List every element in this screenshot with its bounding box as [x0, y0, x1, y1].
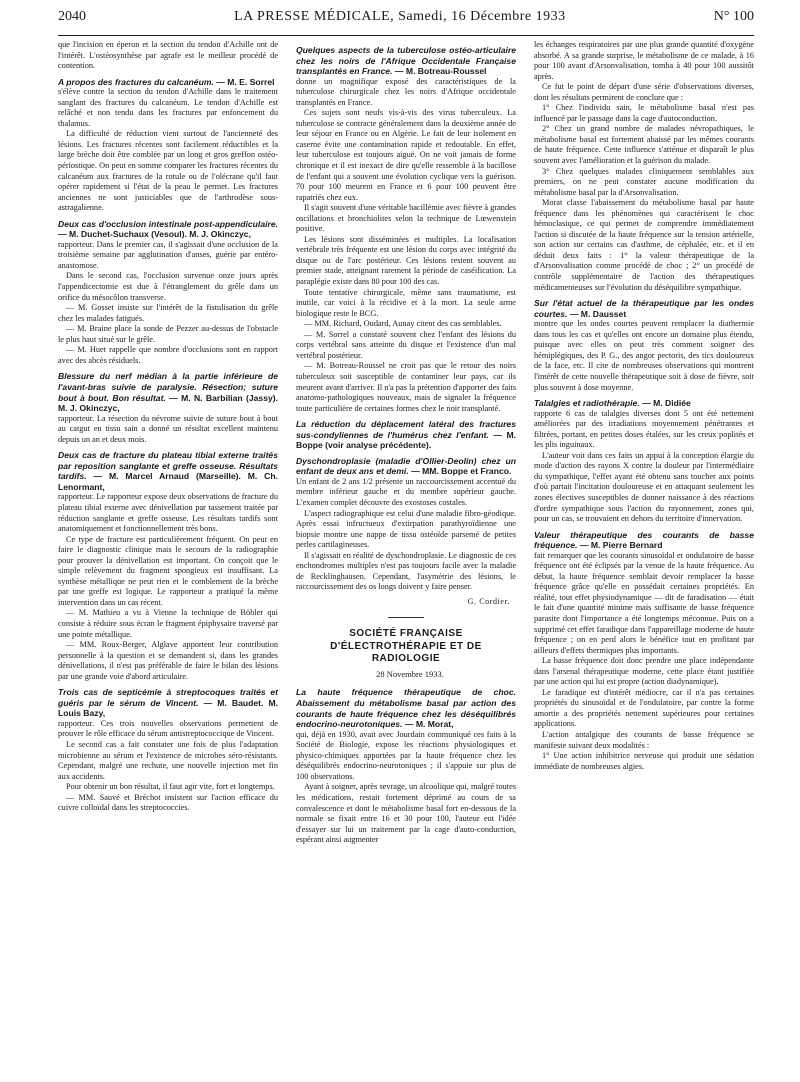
paragraph: 3° Chez quelques malades cliniquement semblables aux premiers, on ne peut constater aucune modification du métabolisme basal par la d'Arsonvalisation. [534, 166, 754, 197]
paragraph: Morat classe l'abaissement du métabolisme basal par haute fréquence dans les phénomènes qui caractérisent le choc hémoclasique, ce qui permet de comprendre immédiatement l'action si discutée de la haute fréquence sur la tension artérielle, son action sur certains cas d'asthme, de céphalée, etc. et il en déduit deux faits : 1° la valeur thérapeutique de la d'Arsonvalisation comme procédé de choc ; 2° un procédé de contrôle supplémentaire de l'action des thérapeutiques médicamenteuses sur l'évolution du déséquilibre sympathique. [534, 198, 754, 292]
heading-authors: — M. Botreau-Roussel [392, 66, 487, 77]
paragraph: qui, déjà en 1930, avait avec Jourdain communiqué ces faits à la Société de Biologie, expose les réactions physiologiques et physico-chimiques apportées par la haute fréquence chez les déséquilibrés endocrino-neurotoniques ; il s'appuie sur plus de 100 observations. [296, 729, 516, 781]
paragraph: les échanges respiratoires par une plus grande quantité d'oxygène absorbé. A sa grande surprise, le métabolisme de ce malade, à 16 pour 100 avant d'Arsonvalisation, tomba à 40 pour 100 aussitôt après. [534, 40, 754, 81]
heading-authors: — MM. Boppe et Franco. [408, 466, 512, 477]
paragraph: La basse fréquence doit donc prendre une place indépendante dans l'arsenal thérapeutique moderne, cette place étant justifiée par une action qui lui est propre (action diadynamique). [534, 656, 754, 687]
section-heading [534, 298, 754, 319]
heading-title: Deux cas de fracture du plateau tibial externe traités par reposition sanglante et greffe osseuse. Résultats tardifs. [58, 450, 278, 482]
heading-title: Trois cas de septicémie à streptocoques traités et guéris par le sérum de Vincent. [58, 687, 278, 708]
paragraph: rapporteur. Le rapporteur expose deux observations de fracture du plateau tibial externe avec dénivellation par tassement traitée par réduction sanglante et greffe osseuse. Les résultats tardifs sont anatomiquement et fonctionnellement très bons. [58, 492, 278, 534]
heading-authors: — M. Didiée [639, 398, 691, 409]
paragraph: Pour obtenir un bon résultat, il faut agir vite, fort et longtemps. [66, 782, 275, 792]
section-heading [58, 450, 278, 492]
section-heading [58, 219, 278, 240]
paragraph: — M. Braine place la sonde de Pezzer au-dessus de l'obstacle le plus haut situé sur le grêle. [58, 324, 278, 344]
paragraph: Le faradique est d'intérêt médiocre, car il n'a pas certaines propriétés du sinusoïdal et de l'ondulatoire, par contre la forme amortie a des propriétés nettement supérieures pour certaines applications. [534, 687, 754, 729]
paragraph: rapporte 6 cas de talalgies diverses dont 5 ont été nettement améliorées par des irradiations moyennement pénétrantes et filtrées, portant, en petites doses étalées, sur les creux poplités et les plis inguinaux. [534, 408, 754, 450]
section-heading [534, 530, 754, 551]
paragraph: montre que les ondes courtes peuvent remplacer la diathermie dans tous les cas et qu'elles ont encore un domaine plus étendu, puisque avec elles on peut très comment soigner des hémiplégiques, des P. G., des angor pectoris, des tics douloureux de la face, etc. Il cite de nombreuses observations qui montrent l'intérêt de cette nouvelle thérapeutique soit à dose de fièvre, soit plus souvent à dose moyenne. [534, 319, 754, 392]
paragraph: Dans le second cas, l'occlusion survenue onze jours après l'appendicectomie est due à l'étranglement du grêle dans un orifice du mésocôlon transverse. [58, 271, 278, 302]
paragraph: L'auteur voit dans ces faits un appui à la conception élargie du mode d'action des rayons X contre la douleur par l'intermédiaire du sympathique, l'effet ayant été obtenu sans toucher aux points d'où partait l'incitation douloureuse et en attaquant seulement les zones électives susceptibles de donner naissance à des réactions d'ordre sympathique sous l'action du rayonnement, zones qui, pour un cas, se trouvaient en dehors du territoire d'innervation. [534, 450, 754, 524]
heading-title: A propos des fractures du calcanéum. [58, 76, 214, 87]
heading-authors: — M. Marcel Arnaud (Marseille). M. Ch. Lenormant, [58, 471, 278, 492]
paragraph: — M. Botreau-Roussel ne croit pas que le retour des noirs tuberculeux soit susceptible de contaminer leur pays, car ils meurent avant d'arriver. Il n'a pas la prétention d'apporter des faits anatomo-pathologiques nouveaux, mais de signaler la fréquence toute particulière de certaines formes chez le noir transplanté. [296, 361, 516, 413]
paragraph: que l'incision en éperon et la section du tendon d'Achille ont de l'intérêt. L'ostéosynthèse par agrafe est le meilleur procédé de contention. [58, 40, 278, 71]
heading-title: La réduction du déplacement latéral des fractures sus-condyliennes de l'humérus chez l'enfant. [296, 419, 516, 440]
paragraph: — M. Gosset insiste sur l'intérêt de la fistulisation du grêle chez les malades fatigués. [58, 303, 278, 323]
section-heading [296, 419, 516, 451]
running-title: LA PRESSE MÉDICALE, Samedi, 16 Décembre 1933 [234, 9, 566, 24]
page-number: 2040 [58, 9, 86, 24]
heading-title: Valeur thérapeutique des courants de basse fréquence. [534, 529, 754, 551]
paragraph: Ces sujets sont neufs vis-à-vis des virus tuberculeux. La tuberculose se contracte généralement dans la deuxième année de leur séjour en France ou en Algérie. Le fait de leur isolement en caserne évite une contamination rapide et redoutable. En effet, leur tuberculose est toujours aiguë. On ne voit jamais de forme chronique et il est inexact de dire qu'elle ressemble à la bacillose de l'enfant qui a souvent une évolution cyclique vers la guérison. 70 pour 100 meurent en France et 6 pour 100 peuvent être rapatriés chez eux. [296, 108, 516, 202]
paragraph: Il s'agit souvent d'une véritable bacillémie avec fièvre à grandes oscillations et bronchiolites selon la technique de Lœwenstein positive. [296, 203, 516, 234]
paragraph: — M. Sorrel a constaté souvent chez l'enfant des lésions du corps vertébral sans atteinte du disque et l'existence d'un mal vertébral postérieur. [296, 329, 516, 360]
heading-authors: — M. E. Sorrel [213, 76, 275, 87]
heading-title: La haute fréquence thérapeutique de choc. Abaissement du métabolisme basal par action des courants de haute fréquence chez les déséquilibrés endocrino-neurotoniques. [296, 687, 516, 730]
heading-title: Quelques aspects de la tuberculose ostéo-articulaire chez les noirs de l'Afrique Occidentale Française transplantés en France. [296, 45, 516, 77]
paragraph: rapporteur. La résection du névrome suivie de suture bout à bout au catgut en tissu sain a donné un résultat excellent maintenu depuis un an et deux mois. [58, 413, 278, 444]
section-heading [296, 45, 516, 77]
section-heading [534, 398, 754, 409]
paragraph: Ayant à soigner, après sevrage, un alcoolique qui, malgré toutes les médications, restait fortement déprimé au cours de sa convalescence et dont le métabolisme basal fort en-dessous de la normale se fixait entre 16 et 30 pour 100, l'auteur eut l'idée d'essayer sur lui un traitement par la cage d'auto-conduction, espérant ainsi augmenter [296, 782, 516, 845]
paragraph: Il s'agissait en réalité de dyschondroplasie. Le diagnostic de ces enchondromes multiples n'est pas toujours facile avec la maladie de Recklinghausen. Cependant, l'asymétrie des lésions, le raccourcissement des os longs doivent y faire penser. [296, 550, 516, 592]
heading-title: Sur l'état actuel de la thérapeutique par les ondes courtes. [534, 298, 754, 319]
section-heading [58, 371, 278, 413]
paragraph: Les lésions sont disséminées et multiples. La localisation vertébrale très fréquente est une lésion du corps avec intégrité du disque ou de l'arc postérieur. Ces lésions restent souvent au premier stade, atteignant rarement la période de caséification. La paraplégie existe dans 80 pour 100 des cas. [296, 234, 516, 287]
paragraph: Ce fut le point de départ d'une série d'observations diverses, dont les résultats permirent de conclure que : [534, 82, 754, 102]
paragraph: L'aspect radiographique est celui d'une maladie fibro-géodique. Après essai infructueux d'extirpation parathyroïdienne une biopsie montre une nappe de tissu ostéoïde parsemé de petites perles cartilagineuses. [296, 508, 516, 550]
session-date: 28 Novembre 1933. [376, 668, 444, 679]
society-title: SOCIÉTÉ FRANÇAISE D'ÉLECTROTHÉRAPIE ET DE RADIOLOGIE [330, 628, 482, 665]
paragraph: fait remarquer que les courants sinusoïdal et ondulatoire de basse fréquence ont été éclipsés par la venue de la haute fréquence. Au début, la haute fréquence semblait devoir remplacer la basse fréquence grâce qu'elle en possédait certaines propriétés. En réalité, tout effet physiodynamique — dit de faradisation — était le fait d'une quantité minime mais suffisante de basse fréquence parasite dont l'importance a été longtemps méconnue. Puis on a supprimé cet effet faradique dans l'appareillage moderne de haute fréquence ; on en perd alors le bénéfice tout en profitant par ailleurs d'effets thermiques plus importants. [534, 550, 754, 655]
section-heading [296, 456, 516, 477]
header-rule [58, 35, 754, 36]
heading-title: Talalgies et radiothérapie. [534, 398, 640, 409]
paragraph: 1° Chez l'individu sain, le métabolisme basal n'est pas influencé par le passage dans la cage d'autoconduction. [534, 103, 754, 123]
article-columns [58, 40, 754, 1072]
section-heading [296, 687, 516, 729]
issue-number: N° 100 [713, 9, 754, 24]
paragraph: rapporteur. Ces trois nouvelles observations permettent de prouver le rôle efficace du sérum antistreptococcique de Vincent. [58, 718, 278, 739]
column-right [534, 40, 754, 1072]
heading-authors: — M. Boppe (voir analyse précédente). [296, 429, 516, 451]
paragraph: s'élève contre la section du tendon d'Achille dans le traitement sanglant des fractures du calcanéum. Le tendon d'Achille est relâché et non tendu dans les fractures par enfoncement du thalamus. [58, 87, 278, 128]
section-heading [58, 687, 278, 719]
paragraph: Le second cas a fait constater une fois de plus l'adaptation microbienne au sérum et l'existence de microbes séro-résistants. Cependant, malgré une rechute, une nouvelle injection met fin aux accidents. [58, 740, 278, 781]
paragraph: Ce type de fracture est particulièrement fréquent. On peut en faire le diagnostic clinique mais le secours de la radiographie pour prouver la dénivellation est important. On conçoit que le simple relèvement du fragment spongieux est insuffisant. La synthèse métallique ne peut rien et le comblement de la brèche par une greffe est logique. Le rapporteur a pratiqué la même intervention dans un cas récent. [58, 534, 278, 607]
heading-authors: — M. Morat, [402, 719, 454, 730]
section-separator [388, 617, 424, 618]
paragraph: — MM. Roux-Berger, Alglave apportent leur contribution personnelle à la question et se demandent si, dans les grandes dénivellations, il n'est pas préférable de faire le bilan des lésions par une grande voie d'abord articulaire. [58, 640, 278, 681]
paragraph: 2° Chez un grand nombre de malades névropathiques, le métabolisme basal est fortement abaissé par les mêmes courants de haute fréquence. Cette influence s'atténue et disparaît le plus souvent avec l'amélioration et la guérison du malade. [534, 124, 754, 166]
heading-title: Deux cas d'occlusion intestinale post-appendiculaire. [58, 218, 278, 229]
paragraph: — MM. Sauvé et Bréchot insistent sur l'action efficace du cuivre colloïdal dans les streptococcies. [58, 792, 278, 813]
heading-authors: — M. Duchet-Suchaux (Vesoul). M. J. Okinczyc, [58, 229, 251, 240]
paragraph: Toute tentative chirurgicale, même sans traumatisme, est inutile, car voici à la récidive et à la mort. La seule arme biologique reste le BCG. [296, 287, 516, 318]
column-left [58, 40, 278, 1072]
paragraph: La difficulté de réduction vient surtout de l'ancienneté des lésions. Les fractures récentes sont facilement réductibles et la large brèche doit être comblée par un long et gros greffon ostéo-périostique. On peut en somme comparer les fractures récentes du calcanéum aux fractures de la rotule ou de l'olécrane qu'il faut opérer rapidement si l'état de la peau le permet. Les fractures anciennes ne sont justiciables que de l'arthrodèse sous-astragalienne. [58, 129, 278, 213]
heading-title: Blessure du nerf médian à la partie inférieure de l'avant-bras suivie de paralysie. Résection; suture bout à bout. Bon résultat. [58, 371, 278, 403]
paragraph: — MM. Richard, Oudard, Aunay citent des cas semblables. [304, 319, 502, 329]
section-heading [58, 77, 278, 88]
paragraph: — M. Mathieu a vu à Vienne la technique de Böhler qui consiste à réduire sous écran le fragment épiphysaire traversé par une pointe métallique. [58, 608, 278, 639]
column-middle [296, 40, 516, 1072]
heading-authors: — M. N. Barbilian (Jassy). M. J. Okinczyc, [58, 392, 278, 414]
heading-authors: — M. Dausset [567, 308, 627, 319]
page-header [58, 9, 754, 35]
paragraph: rapporteur. Dans le premier cas, il s'agissait d'une occlusion de la troisième semaine par agglutination d'anses, guérie par entéro-anastomose. [58, 239, 278, 270]
paragraph: donne un magnifique exposé des caractéristiques de la tuberculose chirurgicale chez les noirs d'Afrique occidentale transplantés en France. [296, 76, 516, 107]
heading-authors: — M. Baudet. M. Louis Bazy, [58, 697, 278, 719]
paragraph: L'action antalgique des courants de basse fréquence se manifeste suivant deux modalités : [534, 730, 754, 750]
author-signature: G. Cordier. [467, 596, 510, 606]
heading-title: Dyschondroplasie (maladie d'Ollier-Deolin) chez un enfant de deux ans et demi. [296, 455, 516, 477]
paragraph: 1° Une action inhibitrice nerveuse qui produit une sédation immédiate de nombreuses algies. [534, 751, 754, 771]
paragraph: Un enfant de 2 ans 1/2 présente un raccourcissement accentué du membre inférieur gauche et du membre supérieur gauche. L'examen complet découvre des exostoses costales. [296, 476, 516, 507]
paragraph: — M. Huet rappelle que nombre d'occlusions sont en rapport avec des abcès résiduels. [58, 345, 278, 365]
heading-authors: — M. Pierre Bernard [577, 540, 663, 551]
